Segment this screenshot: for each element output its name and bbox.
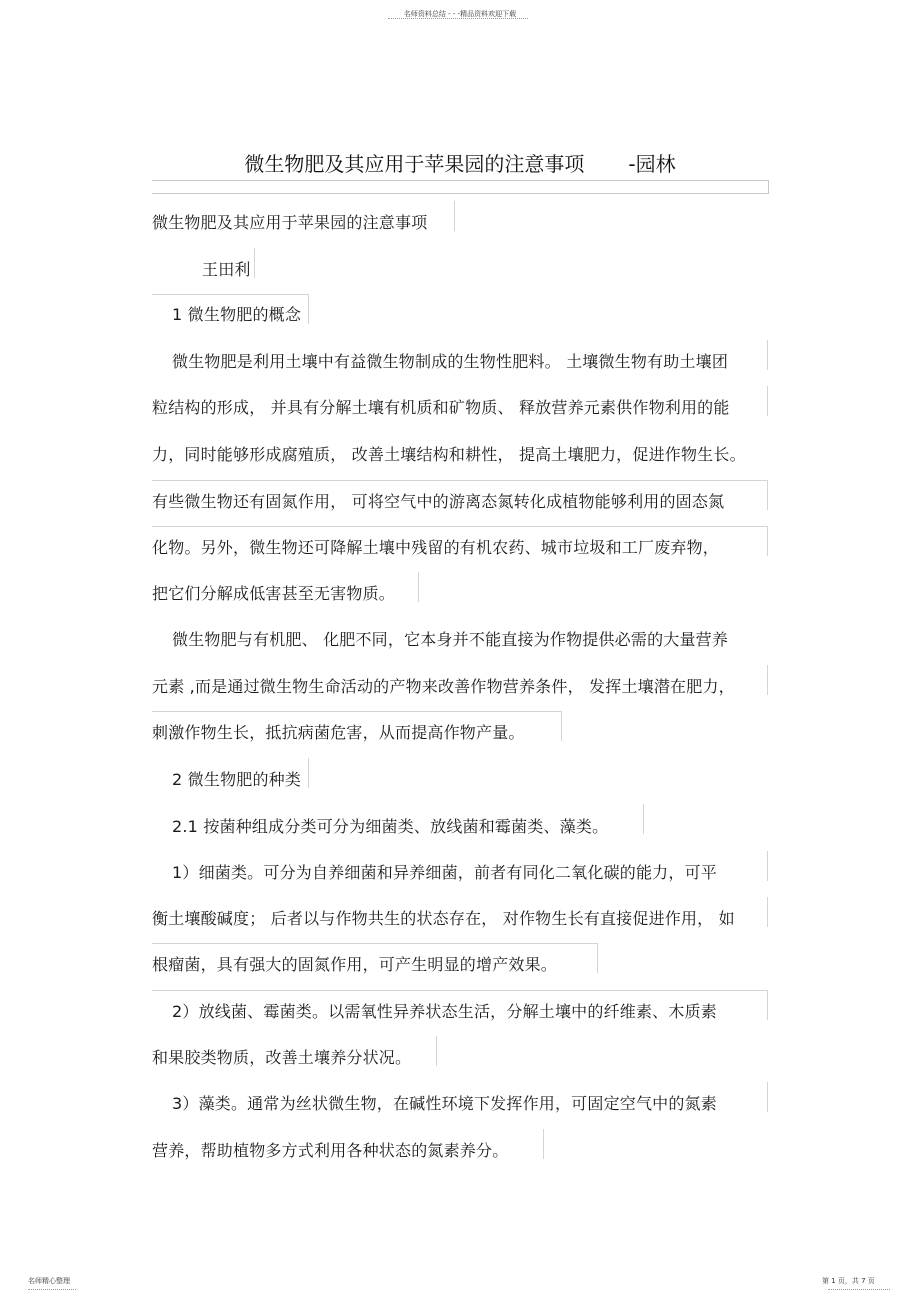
cell-border [152,943,597,944]
title-main: 微生物肥及其应用于苹果园的注意事项 [244,152,585,176]
footer-page-number: 第 1 页，共 7 页 [822,1277,875,1285]
cell-border [767,1082,768,1112]
paragraph-line: 微生物肥与有机肥、 化肥不同，它本身并不能直接为作物提供必需的大量营养 [172,630,729,649]
paragraph-line: 化物。另外，微生物还可降解土壤中残留的有机农药、城市垃圾和工厂废弃物， [152,538,720,557]
paragraph-line: 根瘤菌，具有强大的固氮作用，可产生明显的增产效果。 [152,955,558,974]
cell-border [454,201,455,231]
cell-border [418,572,419,602]
subtitle-line: 微生物肥及其应用于苹果园的注意事项 [152,213,428,232]
author-line: 王田利 [202,260,251,279]
cell-border [254,248,255,278]
paragraph-line: 营养，帮助植物多方式利用各种状态的氮素养分。 [152,1141,509,1160]
paragraph-line: 有些微生物还有固氮作用， 可将空气中的游离态氮转化成植物能够利用的固态氮 [152,492,725,511]
cell-border [643,804,644,834]
paragraph-line: 力，同时能够形成腐殖质， 改善土壤结构和耕性， 提高土壤肥力，促进作物生长。 [152,445,746,464]
title-suffix: -园林 [628,152,676,176]
header-dotted-rule [388,18,528,19]
cell-border [767,386,768,416]
footer-left-dots [28,1289,76,1290]
subsection-heading: 2.1 按菌种组成分类可分为细菌类、放线菌和霉菌类、藻类。 [172,817,609,836]
cell-border [152,294,308,295]
section-heading-1: 1 微生物肥的概念 [172,305,302,324]
title-underline [152,180,769,194]
cell-border [767,340,768,370]
cell-border [767,851,768,881]
paragraph-line: 2）放线菌、霉菌类。以需氧性异养状态生活，分解土壤中的纤维素、木质素 [172,1002,717,1021]
cell-border [767,480,768,510]
paragraph-line: 和果胶类物质，改善土壤养分状况。 [152,1048,412,1067]
cell-border [767,526,768,556]
cell-border [767,665,768,695]
cell-border [152,990,767,991]
cell-border [152,480,767,481]
paragraph-line: 刺激作物生长，抵抗病菌危害，从而提高作物产量。 [152,723,525,742]
cell-border [597,943,598,973]
cell-border [767,990,768,1020]
cell-border [561,711,562,741]
header-banner: 名师资料总结 - - -精品资料欢迎下载 [403,10,517,18]
footer-left: 名师精心整理 [28,1277,70,1285]
footer-right-dots [828,1289,890,1290]
section-heading-2: 2 微生物肥的种类 [172,770,302,789]
cell-border [308,294,309,324]
cell-border [767,897,768,927]
cell-border [308,758,309,788]
page-title [0,148,920,177]
paragraph-line: 1）细菌类。可分为自养细菌和异养细菌，前者有同化二氧化碳的能力，可平 [172,863,717,882]
paragraph-line: 粒结构的形成， 并具有分解土壤有机质和矿物质、 释放营养元素供作物利用的能 [152,398,730,417]
cell-border [152,711,561,712]
paragraph-line: 衡土壤酸碱度； 后者以与作物共生的状态存在， 对作物生长有直接促进作用， 如 [152,909,735,928]
paragraph-line: 元素 ,而是通过微生物生命活动的产物来改善作物营养条件， 发挥土壤潜在肥力， [152,677,735,696]
paragraph-line: 把它们分解成低害甚至无害物质。 [152,584,396,603]
paragraph-line: 微生物肥是利用土壤中有益微生物制成的生物性肥料。 土壤微生物有助土壤团 [172,352,729,371]
cell-border [152,526,767,527]
paragraph-line: 3）藻类。通常为丝状微生物，在碱性环境下发挥作用，可固定空气中的氮素 [172,1094,717,1113]
cell-border [436,1036,437,1066]
cell-border [543,1129,544,1159]
